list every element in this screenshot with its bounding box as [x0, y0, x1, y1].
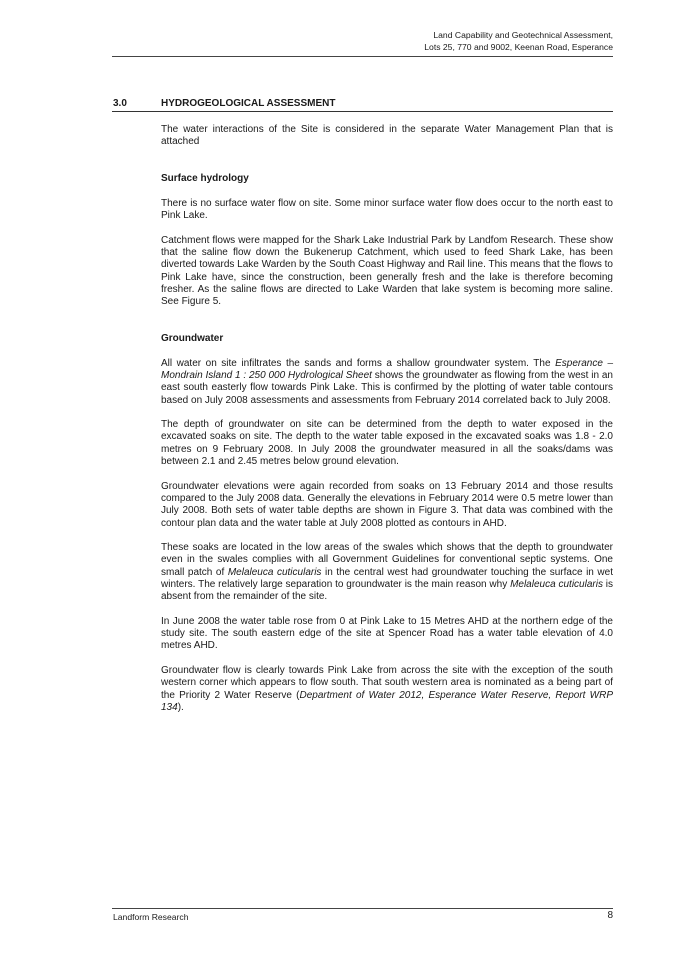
surface-paragraph-1: There is no surface water flow on site. Some minor surface water flow does occur to the north east to Pink Lake. — [161, 197, 613, 222]
footer-author: Landform Research — [113, 912, 189, 922]
section-heading — [113, 98, 335, 109]
groundwater-paragraph-6: Groundwater flow is clearly towards Pink Lake from across the site with the exception of the south western corner which appears to flow south. That south western area is nominated as a being part of the Priority 2 Water Reserve (Department of Water 2012, Esperance Water Reserve, Report WRP 134). — [161, 665, 613, 713]
groundwater-paragraph-2: The depth of groundwater on site can be determined from the depth to water exposed in the excavated soaks on site. The depth to the water table exposed in the excavated soaks was 1.8 - 2.0 metres on 9 February 2008. In July 2008 the groundwater measured in all the soaks/dams was between 2.1 and 2.45 metres below ground elevation. — [161, 419, 613, 468]
groundwater-paragraph-5: In June 2008 the water table rose from 0 at Pink Lake to 15 Metres AHD at the northern edge of the study site. The south eastern edge of the site at Spencer Road has a water table elevation of 4.0 metres AHD. — [161, 615, 613, 652]
header-divider — [112, 56, 613, 57]
header-line-2: Lots 25, 770 and 9002, Keenan Road, Esperance — [424, 41, 613, 52]
surface-hydrology-heading: Surface hydrology — [161, 173, 249, 185]
report-citation: Department of Water 2012, Esperance Water Reserve, Report WRP 134 — [161, 689, 613, 713]
species-name: Melaleuca cuticularis — [227, 566, 322, 578]
section-divider — [112, 111, 613, 112]
surface-paragraph-2: Catchment flows were mapped for the Shark Lake Industrial Park by Landfom Research. These show that the saline flow down the Bukenerup Catchment, which used to feed Shark Lake, has been diverted towards Lake Warden by the South Coast Highway and Rail line. This means that the flows to Pink Lake have, since the construction, been generally fresh and the lake is therefore becoming fresher. As the saline flows are directed to Lake Warden that lake system is becoming more saline. See Figure 5. — [161, 234, 613, 308]
section-number: 3.0 — [113, 98, 127, 109]
document-body — [161, 124, 613, 727]
section-title: HYDROGEOLOGICAL ASSESSMENT — [161, 98, 336, 109]
header-line-1: Land Capability and Geotechnical Assessment, — [433, 30, 613, 40]
intro-paragraph: The water interactions of the Site is considered in the separate Water Management Plan that is attached — [161, 124, 613, 148]
running-header — [424, 30, 613, 53]
groundwater-paragraph-1: All water on site infiltrates the sands and forms a shallow groundwater system. The Esperance – Mondrain Island 1 : 250 000 Hydrological Sheet shows the groundwater as flowing from the west in an east south easterly flow towards Pink Lake. This is confirmed by the plotting of water table contours based on July 2008 assessments and assessments from February 2014 correlated back to July 2008. — [161, 357, 614, 406]
map-sheet-title: Esperance – Mondrain Island 1 : 250 000 Hydrological Sheet — [161, 357, 614, 381]
groundwater-paragraph-3: Groundwater elevations were again recorded from soaks on 13 February 2014 and those results compared to the July 2008 data. Generally the elevations in February 2014 were 0.5 metre lower than July 2008. Both sets of water table depths are shown in Figure 3. That data was combined with the contour plan data and the water table at July 2008 plotted as contours in AHD. — [161, 480, 613, 529]
page-number: 8 — [607, 910, 613, 921]
footer-divider — [112, 908, 613, 909]
species-name: Melaleuca cuticularis — [510, 578, 603, 590]
groundwater-heading: Groundwater — [161, 333, 224, 345]
groundwater-paragraph-4: These soaks are located in the low areas of the swales which shows that the depth to groundwater even in the swales complies with all Government Guidelines for conventional septic systems. One small patch of Melaleuca cuticularis in the central west had groundwater touching the surface in wet winters. The relatively large separation to groundwater is the main reason why Melaleuca cuticularis is absent from the remainder of the site. — [161, 542, 614, 603]
